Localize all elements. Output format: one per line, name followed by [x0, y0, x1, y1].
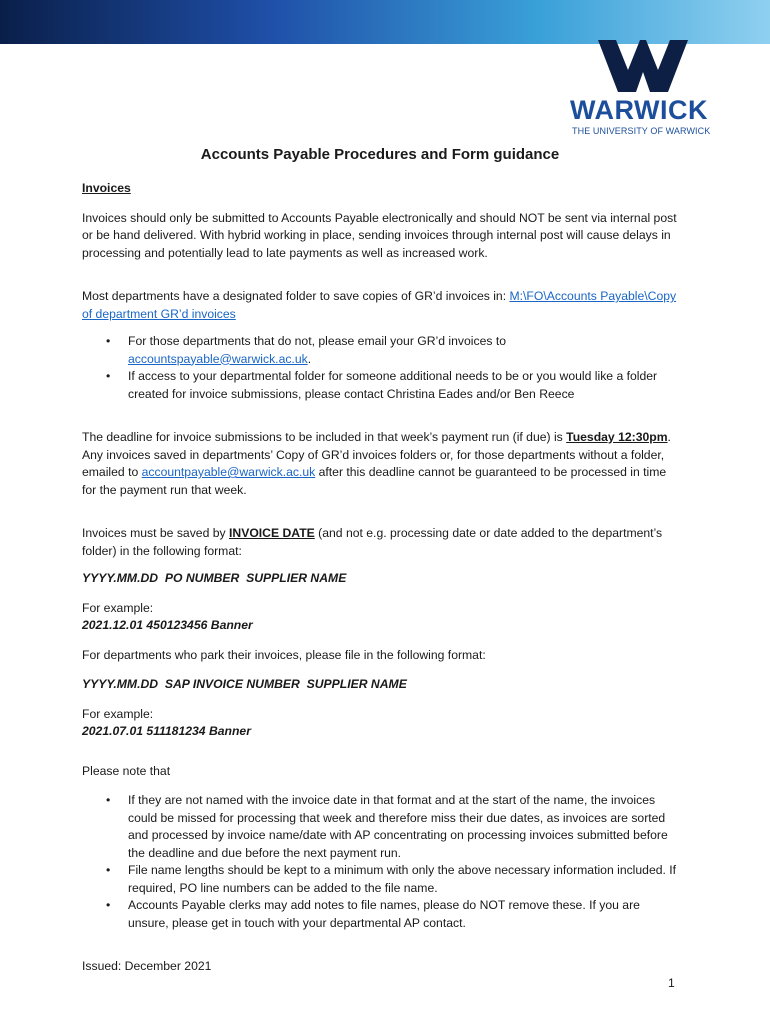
list-item	[106, 897, 678, 932]
paragraph-parked-invoices: For departments who park their invoices, please file in the following format:	[82, 647, 486, 662]
list-item	[106, 792, 678, 862]
paragraph-submission-method: Invoices should only be submitted to Accounts Payable electronically and should NOT be sent via internal post or be hand delivered. With hybrid working in place, sending invoices through internal post will cause delays in processing and potentially lead to late payments as well as increased work.	[82, 210, 677, 260]
parked-example-label: For example:	[82, 706, 154, 721]
list-item-text: If they are not named with the invoice date in that format and at the start of the name, the invoices could be missed for processing that week and therefore miss their due dates, as invoices are sorted and processed by invoice name/date with AP concentrating on processing invoices submitted before the deadline and due before the next payment run.	[128, 793, 668, 860]
page-number: 1	[668, 976, 675, 990]
section-heading-invoices: Invoices	[82, 181, 131, 195]
list-item-text: File name lengths should be kept to a minimum with only the above necessary information included. If required, PO line numbers can be added to the file name.	[128, 863, 677, 895]
notes-intro: Please note that	[82, 763, 171, 778]
logo-tagline: THE UNIVERSITY OF WARWICK	[572, 126, 711, 136]
format-invoice-date: INVOICE DATE	[229, 526, 315, 540]
list-item-text: For those departments that do not, please email your GR’d invoices to	[128, 334, 507, 348]
list-item-suffix: .	[307, 351, 312, 366]
bullet-icon: •	[106, 863, 111, 877]
bullet-icon: •	[106, 369, 111, 383]
warwick-logo	[566, 40, 726, 140]
folder-bullet-list	[82, 333, 678, 403]
list-item	[106, 368, 678, 403]
document-title: Accounts Payable Procedures and Form guidance	[200, 146, 560, 163]
list-item-text: If access to your departmental folder for someone additional needs to be or you would like a folder created for invoice submissions, please contact Christina Eades and/or Ben Reece	[128, 369, 658, 401]
parked-example-value: 2021.07.01 511181234 Banner	[82, 724, 251, 738]
account-payable-email-link[interactable]: accountpayable@warwick.ac.uk	[141, 465, 316, 479]
paragraph-designated-folder	[82, 288, 678, 323]
paragraph-naming-format	[82, 525, 678, 560]
warwick-logo-icon	[598, 40, 688, 92]
logo-wordmark: WARWICK	[570, 95, 708, 125]
header-gradient-bar	[0, 0, 770, 44]
deadline-text: The deadline for invoice submissions to be included in that week’s payment run (if due) is	[82, 430, 567, 444]
deadline-time: Tuesday 12:30pm	[566, 430, 668, 444]
format-text: Invoices must be saved by	[82, 526, 229, 540]
deadline-text-3: after this deadline cannot be guaranteed to be processed in time for the payment run that week.	[82, 465, 667, 497]
example-value: 2021.12.01 450123456 Banner	[82, 618, 253, 632]
format-text-2: (and not e.g. processing date or date added to the department’s folder) in the following format:	[82, 526, 663, 558]
list-item	[106, 862, 678, 897]
paragraph-deadline	[82, 429, 678, 499]
example-label: For example:	[82, 600, 154, 615]
deadline-text-2: . Any invoices saved in departments’ Copy of GR’d invoices folders or, for those departments without a folder, emailed to	[82, 430, 671, 479]
bullet-icon: •	[106, 898, 111, 912]
folder-intro-text: Most departments have a designated folder to save copies of GR’d invoices in:	[82, 289, 510, 303]
parked-format-pattern: YYYY.MM.DD SAP INVOICE NUMBER SUPPLIER NAME	[82, 677, 407, 691]
bullet-icon: •	[106, 793, 111, 807]
accounts-payable-email-link[interactable]: accountspayable@warwick.ac.uk	[128, 351, 308, 366]
folder-path-link[interactable]: M:\FO\Accounts Payable\Copy of department GR’d invoices	[82, 289, 677, 321]
list-item-text: Accounts Payable clerks may add notes to file names, please do NOT remove these. If you are unsure, please get in touch with your departmental AP contact.	[128, 898, 640, 930]
list-item	[106, 333, 678, 368]
document-body	[82, 144, 678, 932]
format-pattern: YYYY.MM.DD PO NUMBER SUPPLIER NAME	[82, 571, 347, 585]
notes-bullet-list	[82, 792, 678, 932]
issued-date: Issued: December 2021	[82, 959, 212, 973]
bullet-icon: •	[106, 334, 111, 348]
